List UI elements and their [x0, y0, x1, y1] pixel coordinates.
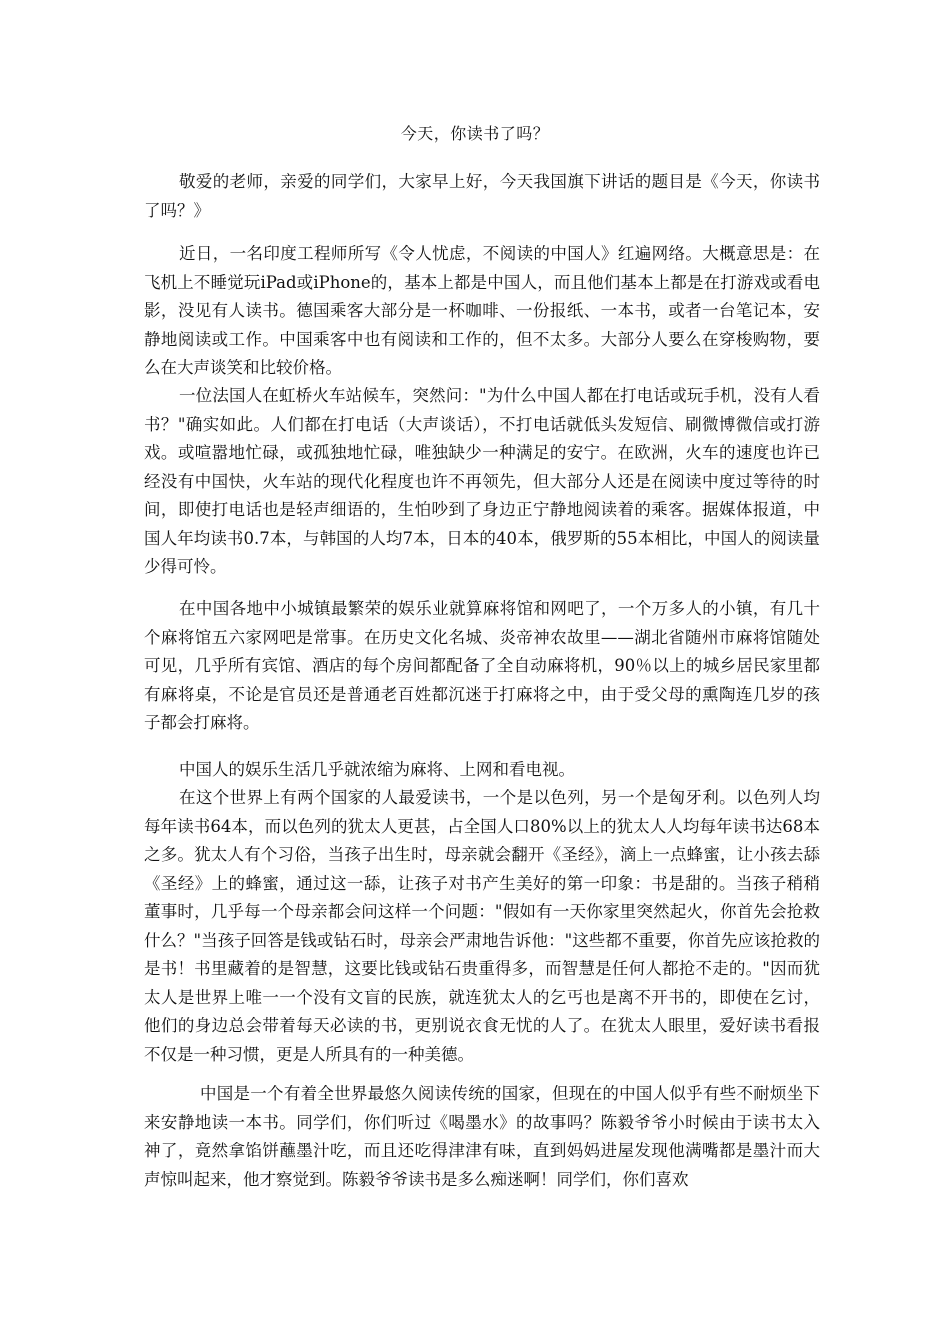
paragraph-french-traveler: 一位法国人在虹桥火车站候车，突然问："为什么中国人都在打电话或玩手机，没有人看书？"确实如此。人们都在打电话（大声谈话），不打电话就低头发短信、刷微博微信或打游戏。或喧嚣地忙碌，或孤独地忙碌，唯独缺少一种满足的安宁。在欧洲，火车的速度也许已经没有中国快，火车站的现代化程度也许不再领先，但大部分人还是在阅读中度过等待的时间，即使打电话也是轻声细语的，生怕吵到了身边正宁静地阅读着的乘客。据媒体报道，中国人年均读书0.7本，与韩国的人均7本，日本的40本，俄罗斯的55本相比，中国人的阅读量少得可怜。	[144, 386, 820, 576]
paragraph-mahjong: 在中国各地中小城镇最繁荣的娱乐业就算麻将馆和网吧了，一个万多人的小镇，有几十个麻将馆五六家网吧是常事。在历史文化名城、炎帝神农故里——湖北省随州市麻将馆随处可见，几乎所有宾馆、酒店的每个房间都配备了全自动麻将机，90％以上的城乡居民家里都有麻将桌，不论是官员还是普通老百姓都沉迷于打麻将之中，由于受父母的熏陶连几岁的孩子都会打麻将。	[144, 599, 820, 732]
paragraph-greeting: 敬爱的老师，亲爱的同学们，大家早上好，今天我国旗下讲话的题目是《今天，你读书了吗？》	[144, 172, 820, 220]
paragraph-chen-yi: 中国是一个有着全世界最悠久阅读传统的国家，但现在的中国人似乎有些不耐烦坐下来安静地读一本书。同学们，你们听过《喝墨水》的故事吗？陈毅爷爷小时候由于读书太入神了，竟然拿馅饼蘸墨汁吃，而且还吃得津津有味，直到妈妈进屋发现他满嘴都是墨汁而大声惊叫起来，他才察觉到。陈毅爷爷读书是多么痴迷啊！同学们，你们喜欢	[144, 1084, 820, 1189]
paragraph-entertainment: 中国人的娱乐生活几乎就浓缩为麻将、上网和看电视。	[179, 760, 575, 779]
paragraph-indian-engineer: 近日，一名印度工程师所写《令人忧虑，不阅读的中国人》红遍网络。大概意思是：在飞机上不睡觉玩iPad或iPhone的，基本上都是中国人，而且他们基本上都是在打游戏或看电影，没见有人读书。德国乘客大部分是一杯咖啡、一份报纸、一本书，或者一台笔记本，安静地阅读或工作。中国乘客中也有阅读和工作的，但不太多。大部分人要么在穿梭购物，要么在大声谈笑和比较价格。	[144, 244, 820, 377]
paragraph-israel: 在这个世界上有两个国家的人最爱读书，一个是以色列，另一个是匈牙利。以色列人均每年读书64本，而以色列的犹太人更甚，占全国人口80%以上的犹太人人均每年读书达68本之多。犹太人有个习俗，当孩子出生时，母亲就会翻开《圣经》，滴上一点蜂蜜，让小孩去舔《圣经》上的蜂蜜，通过这一舔，让孩子对书产生美好的第一印象：书是甜的。当孩子稍稍董事时，几乎每一个母亲都会问这样一个问题："假如有一天你家里突然起火，你首先会抢救什么？"当孩子回答是钱或钻石时，母亲会严肃地告诉他："这些都不重要，你首先应该抢救的是书！书里藏着的是智慧，这要比钱或钻石贵重得多，而智慧是任何人都抢不走的。"因而犹太人是世界上唯一一个没有文盲的民族，就连犹太人的乞丐也是离不开书的，即使在乞讨，他们的身边总会带着每天必读的书，更别说衣食无忧的人了。在犹太人眼里，爱好读书看报不仅是一种习惯，更是人所具有的一种美德。	[144, 788, 820, 1064]
document-title: 今天，你读书了吗？	[400, 124, 550, 143]
